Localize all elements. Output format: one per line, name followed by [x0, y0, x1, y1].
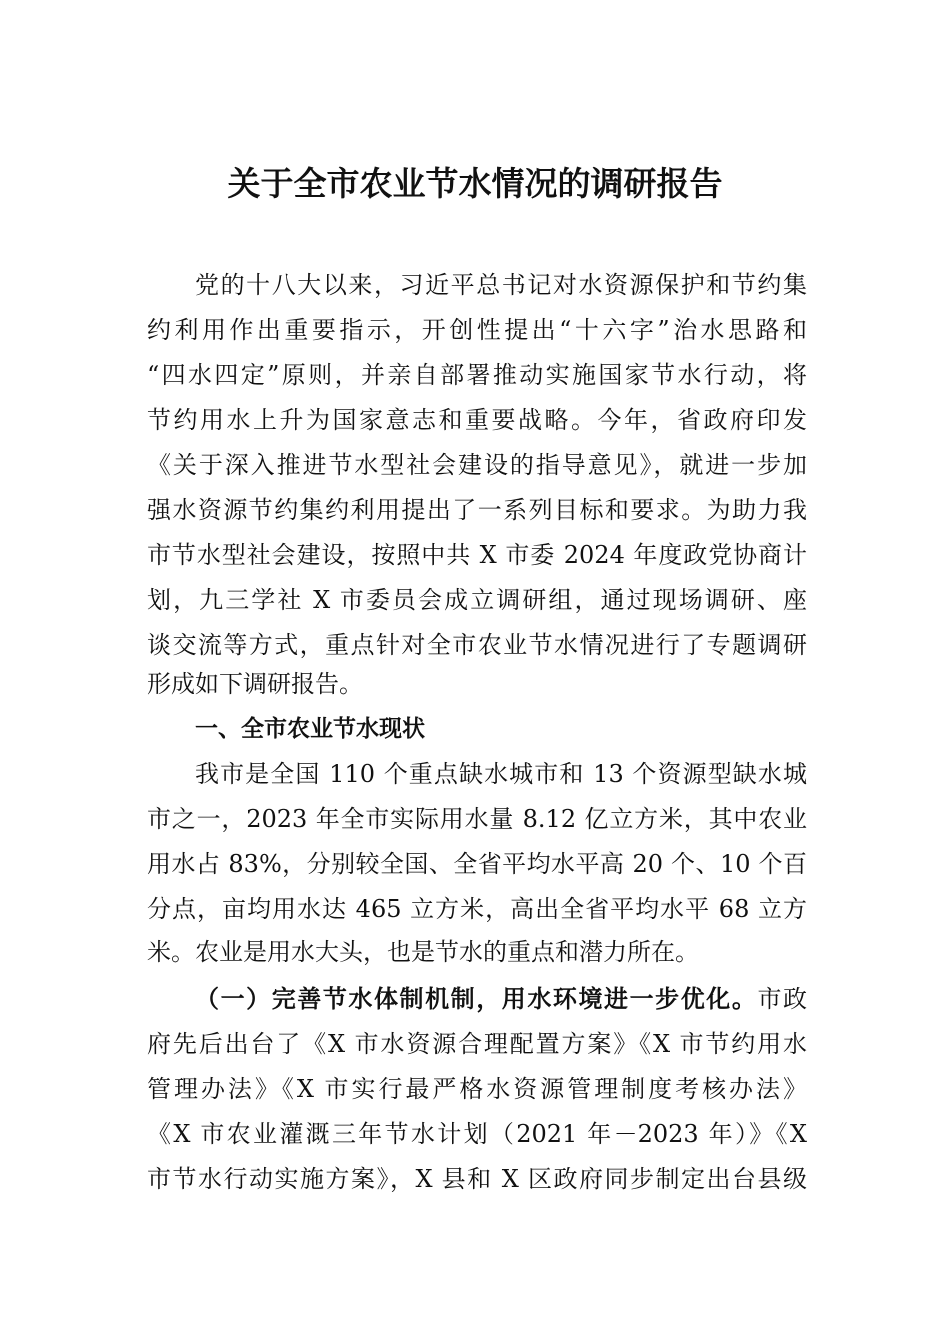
intro-line-8: 划，九三学社 X 市委员会成立调研组，通过现场调研、座 [147, 586, 807, 614]
intro-line-2: 约利用作出重要指示，开创性提出“十六字”治水思路和 [147, 316, 807, 344]
section1-line-1: 我市是全国 110 个重点缺水城市和 13 个资源型缺水城 [195, 760, 807, 788]
section1-line-5: 米。农业是用水大头，也是节水的重点和潜力所在。 [147, 938, 699, 966]
subsection1-line-5: 市节水行动实施方案》，X 县和 X 区政府同步制定出台县级 [147, 1165, 807, 1193]
subsection1-line-4: 《X 市农业灌溉三年节水计划（2021 年－2023 年）》《X [147, 1120, 807, 1148]
intro-line-4: 节约用水上升为国家意志和重要战略。今年，省政府印发 [147, 406, 807, 434]
intro-line-3: “四水四定”原则，并亲自部署推动实施国家节水行动，将 [147, 361, 807, 389]
section-heading: 一、全市农业节水现状 [195, 716, 425, 742]
subsection1-line-1 [195, 978, 807, 1020]
subsection1-line-1-text: 市政 [757, 985, 808, 1013]
subsection1-line-3: 管理办法》《X 市实行最严格水资源管理制度考核办法》 [147, 1075, 807, 1103]
section1-line-2: 市之一，2023 年全市实际用水量 8.12 亿立方米，其中农业 [147, 805, 807, 833]
subsection1-line-2: 府先后出台了《X 市水资源合理配置方案》《X 市节约用水 [147, 1030, 807, 1058]
intro-line-6: 强水资源节约集约利用提出了一系列目标和要求。为助力我 [147, 496, 807, 524]
intro-line-5: 《关于深入推进节水型社会建设的指导意见》，就进一步加 [147, 451, 807, 479]
intro-line-1: 党的十八大以来，习近平总书记对水资源保护和节约集 [195, 271, 807, 299]
section1-line-3: 用水占 83%，分别较全国、全省平均水平高 20 个、10 个百 [147, 850, 807, 878]
subsection-title: （一）完善节水体制机制，用水环境进一步优化。 [195, 984, 758, 1013]
intro-line-9: 谈交流等方式，重点针对全市农业节水情况进行了专题调研 [147, 631, 807, 659]
section1-line-4: 分点，亩均用水达 465 立方米，高出全省平均水平 68 立方 [147, 895, 807, 923]
document-title: 关于全市农业节水情况的调研报告 [227, 164, 723, 203]
intro-line-10: 形成如下调研报告。 [147, 670, 363, 698]
intro-line-7: 市节水型社会建设，按照中共 X 市委 2024 年度政党协商计 [147, 541, 807, 569]
